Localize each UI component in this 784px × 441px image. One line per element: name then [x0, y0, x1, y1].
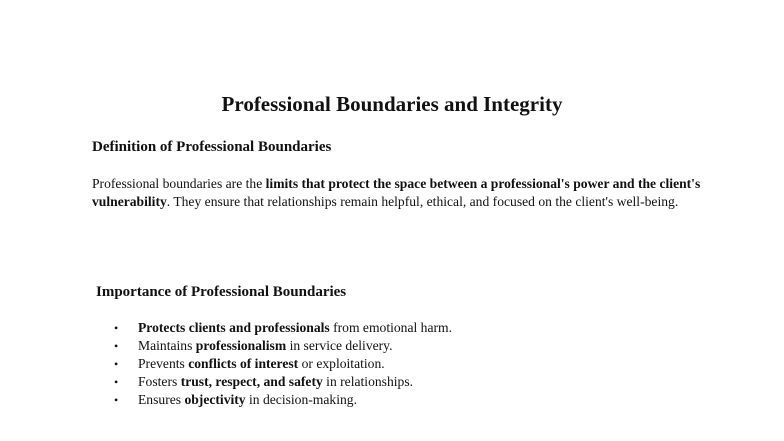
- definition-text-1: Professional boundaries are the: [92, 176, 266, 191]
- list-item-post: from emotional harm.: [329, 320, 453, 335]
- definition-heading: Definition of Professional Boundaries: [92, 139, 332, 155]
- bullet-icon: •: [114, 321, 119, 335]
- page-title: Professional Boundaries and Integrity: [221, 92, 563, 116]
- importance-list: [112, 319, 452, 409]
- list-item: [112, 355, 452, 373]
- list-item-bold: professionalism: [195, 338, 287, 353]
- list-item-post: in service delivery.: [286, 338, 393, 353]
- list-item: [112, 337, 452, 355]
- definition-paragraph: [92, 175, 702, 211]
- list-item: [112, 373, 452, 391]
- list-item-pre: Ensures: [138, 392, 185, 407]
- list-item: [112, 391, 452, 409]
- importance-heading: Importance of Professional Boundaries: [96, 284, 347, 300]
- bullet-icon: •: [114, 357, 119, 371]
- list-item: [112, 319, 452, 337]
- bullet-icon: •: [114, 339, 119, 353]
- list-item-pre: Maintains: [138, 338, 196, 353]
- bullet-icon: •: [114, 375, 119, 389]
- list-item-bold: trust, respect, and safety: [180, 374, 323, 389]
- list-item-bold: Protects clients and professionals: [138, 320, 330, 335]
- list-item-post: in decision-making.: [245, 392, 357, 407]
- list-item-pre: Prevents: [138, 356, 189, 371]
- list-item-post: in relationships.: [322, 374, 414, 389]
- bullet-icon: •: [114, 393, 119, 407]
- list-item-bold: conflicts of interest: [188, 356, 299, 371]
- definition-text-2: . They ensure that relationships remain helpful, ethical, and focused on the client's well-being.: [166, 194, 679, 209]
- list-item-post: or exploitation.: [298, 356, 385, 371]
- list-item-pre: Fosters: [138, 374, 181, 389]
- list-item-bold: objectivity: [184, 392, 246, 407]
- definition-bold-text: limits that protect the space between a professional's power and the client's vulnerability: [92, 176, 701, 209]
